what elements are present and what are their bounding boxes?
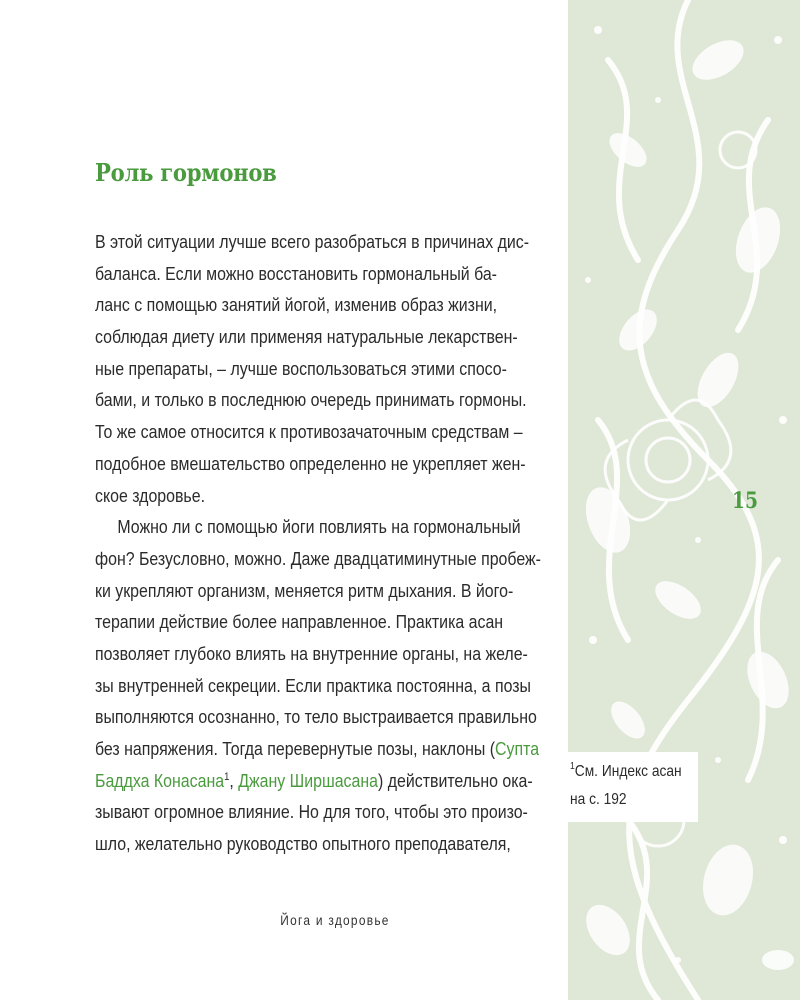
text-line: баланса. Если можно восстановить гормональный ба- <box>95 262 497 284</box>
asana-link-baddha-konasana[interactable]: Баддха Конасана <box>95 769 225 791</box>
text-line: шло, желательно руководство опытного преподавателя, <box>95 833 511 855</box>
footnote-line: на с. 192 <box>570 791 627 808</box>
text-line: В этой ситуации лучше всего разобраться в причинах дис- <box>95 231 530 252</box>
text-segment: ) действительно ока- <box>378 769 533 791</box>
text-line: подобное вмешательство определенно не укрепляет жен- <box>95 452 526 474</box>
text-line: выполняются осознанно, то тело выстраивается правильно <box>95 706 537 728</box>
text-segment: без напряжения. Тогда перевернутые позы, наклоны ( <box>95 738 496 759</box>
text-line-with-link <box>95 765 542 797</box>
text-line: ское здоровье. <box>95 484 205 506</box>
footnote-line: См. Индекс асан <box>574 763 682 780</box>
floral-ornament-margin <box>568 0 800 1000</box>
text-line: Можно ли с помощью йоги повлиять на гормональный <box>117 516 521 538</box>
running-footer: Йога и здоровье <box>280 912 390 928</box>
page-number: 15 <box>732 488 759 514</box>
text-line: зы внутренней секреции. Если практика постоянна, а позы <box>95 674 531 696</box>
text-line: ки укрепляют организм, меняется ритм дыхания. В його- <box>95 579 514 601</box>
footnote-marker: 1 <box>224 770 230 783</box>
text-line: соблюдая диету или применяя натуральные лекарствен- <box>95 326 518 348</box>
text-line: То же самое относится к противозачаточным средствам – <box>95 421 523 443</box>
asana-link-janu-shirshasana[interactable]: Джану Ширшасана <box>238 769 379 791</box>
footnote-marker: 1 <box>570 761 575 772</box>
text-line: позволяет глубоко влиять на внутренние органы, на желе- <box>95 642 528 664</box>
text-segment: , <box>229 769 239 791</box>
section-heading: Роль гормонов <box>95 158 277 187</box>
text-line: ные препараты, – лучше воспользоваться этими спосо- <box>95 357 507 379</box>
text-line: зывают огромное влияние. Но для того, чтобы это произо- <box>95 801 528 823</box>
floral-ornament-icon <box>568 0 800 1000</box>
text-line: терапии действие более направленное. Практика асан <box>95 611 504 633</box>
asana-link-supta[interactable]: Супта <box>495 738 540 759</box>
body-text <box>95 226 542 860</box>
text-line: ланс с помощью занятий йогой, изменив образ жизни, <box>95 294 498 316</box>
text-line: фон? Безусловно, можно. Даже двадцатиминутные пробеж- <box>95 547 541 569</box>
text-line-with-link <box>95 733 542 765</box>
text-line: бами, и только в последнюю очередь принимать гормоны. <box>95 389 527 411</box>
sidebar-footnote <box>570 758 682 814</box>
